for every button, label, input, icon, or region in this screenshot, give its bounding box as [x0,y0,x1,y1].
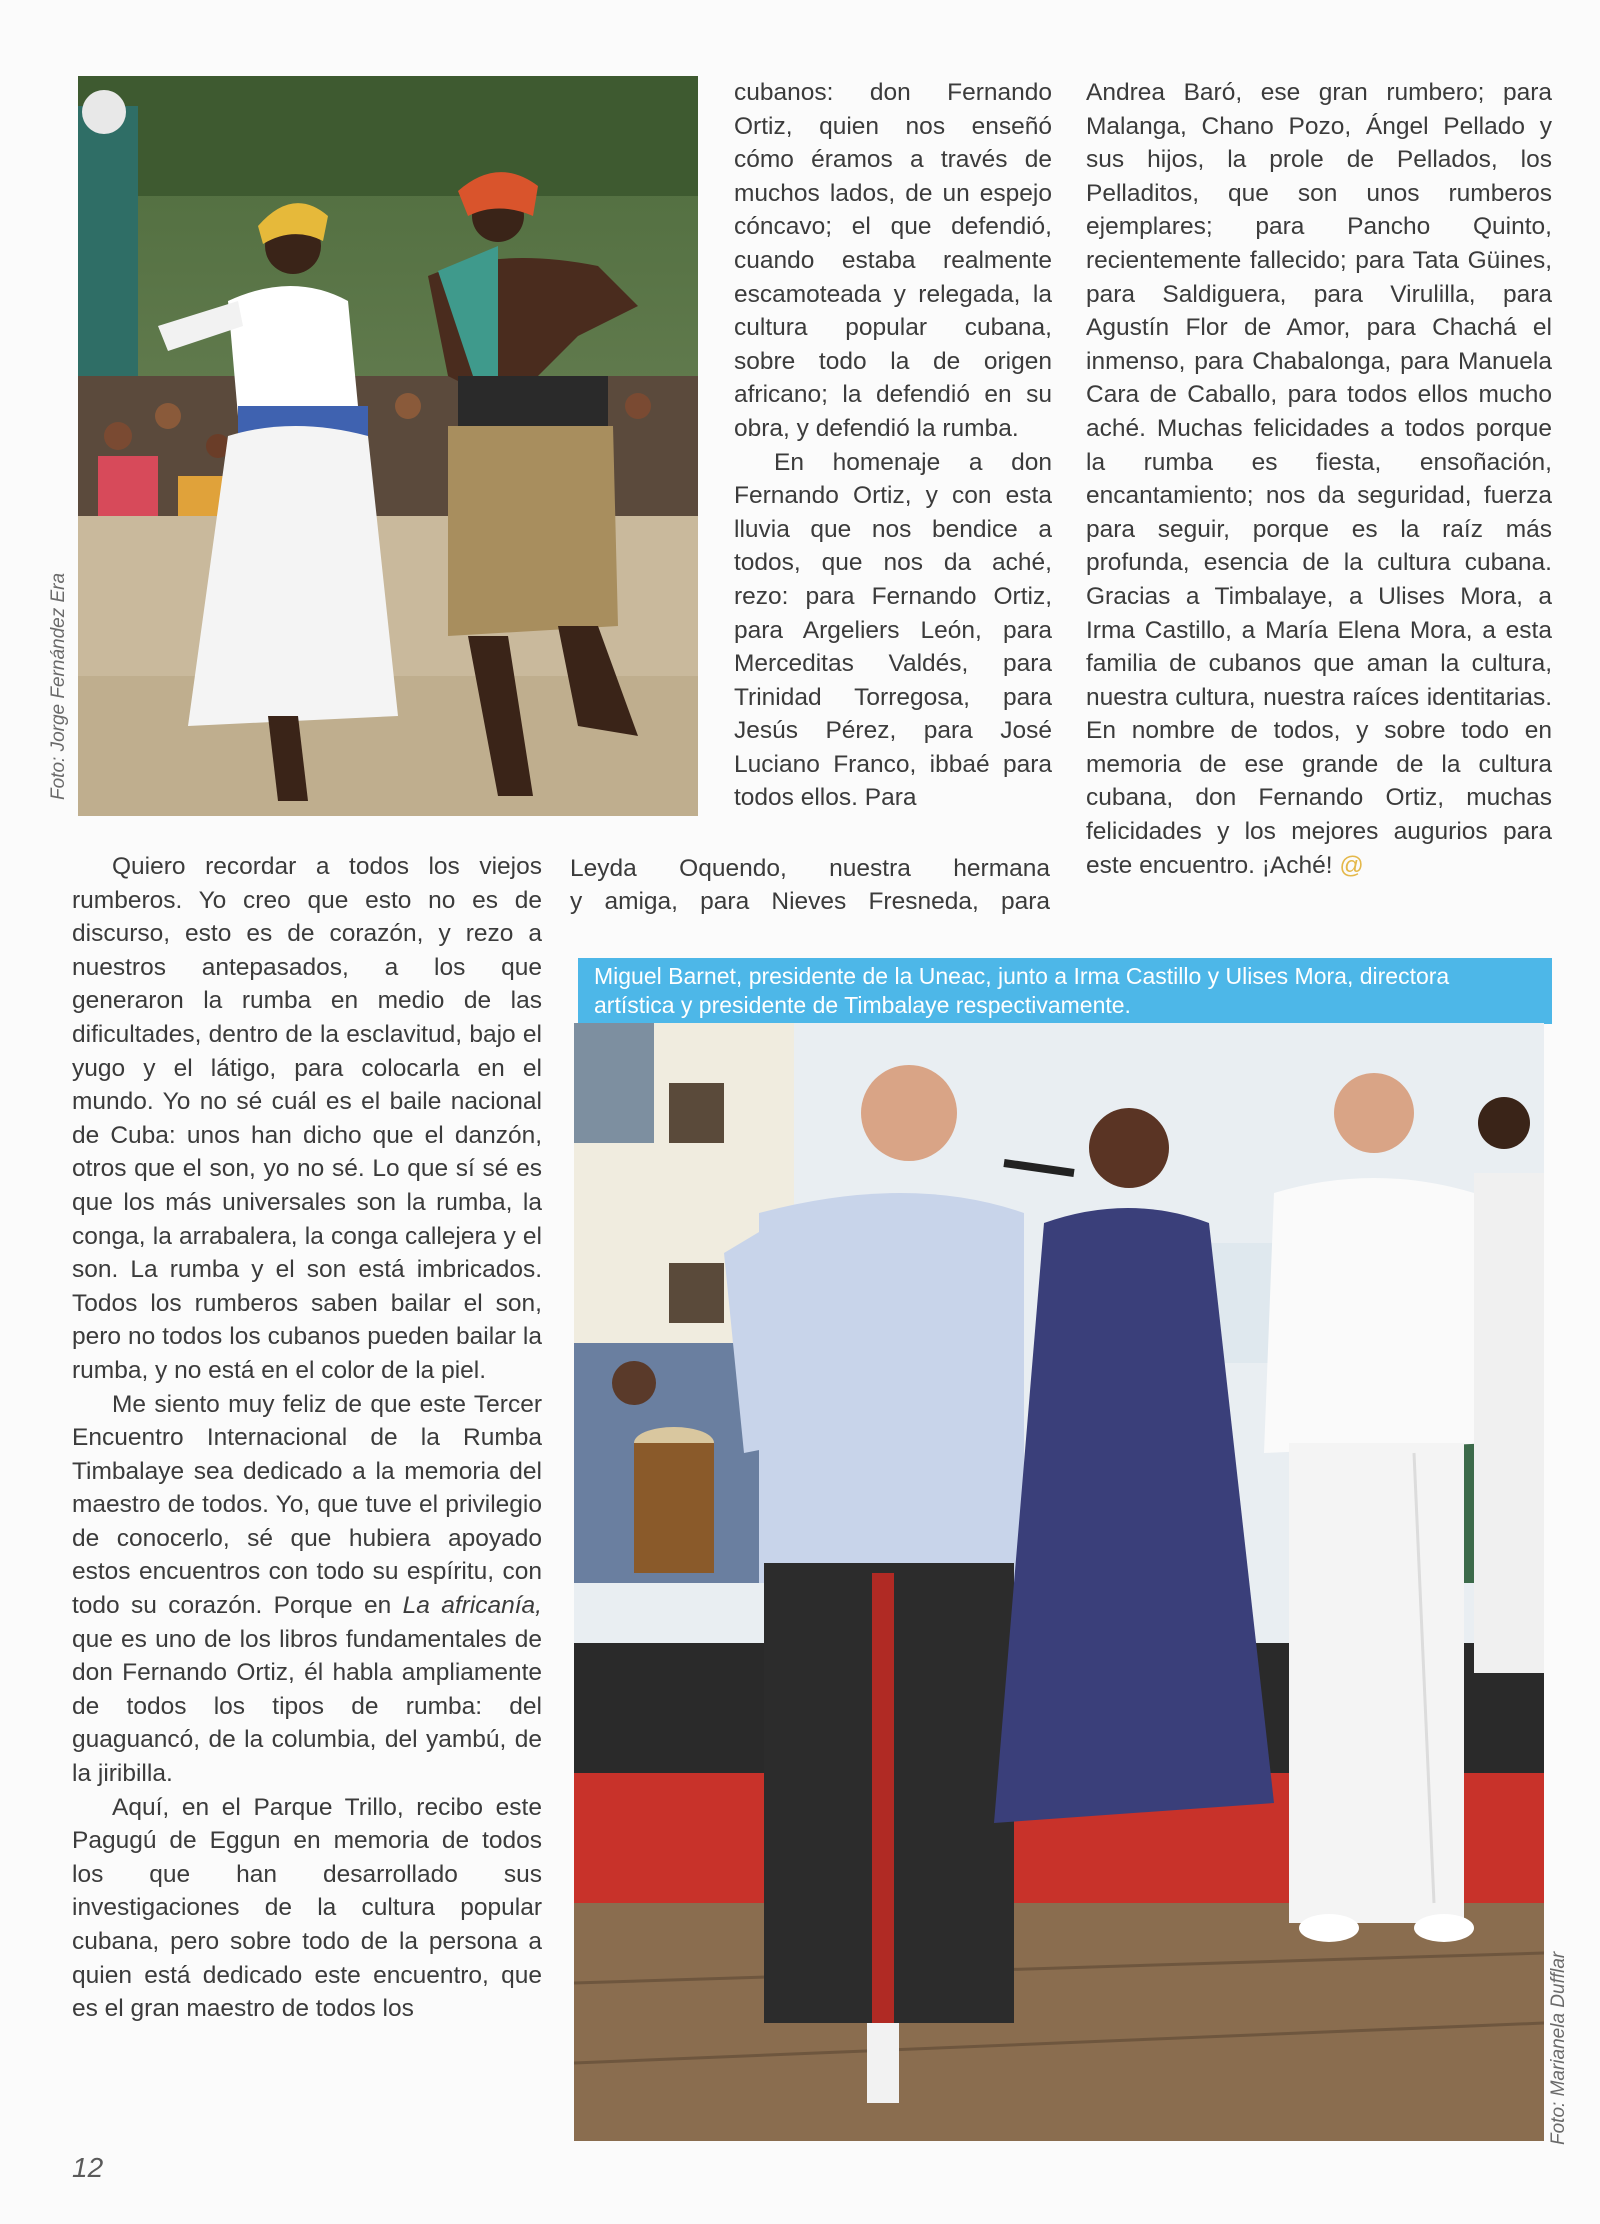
photo-bottom-credit: Foto: Marianela Dufflar [1548,1951,1569,2145]
column-1 [72,850,542,2026]
col2-wide-line-2: y amiga, para Nieves Fresneda, para [570,888,1050,915]
column-2 [734,76,1052,815]
photo-barnet-castillo-mora [574,1023,1544,2141]
col1-paragraph-2 [72,1388,542,1791]
col1-paragraph-1: Quiero recordar a todos los viejos rumberos. Yo creo que esto no es de discurso, esto es de corazón, y rezo a nuestros antepasados, a los que generaron la rumba en medio de las dificultades, dentro de la esclavitud, bajo el yugo y el látigo, para colocarla en el mundo. Yo no sé cuál es el baile nacional de Cuba: unos han dicho que el danzón, otros que el son, yo no sé. Lo que sí sé es que los más universales son la rumba, la conga, la arrabalera, la conga callejera y el son. La rumba y el son está imbricados. Todos los rumberos saben bailar el son, pero no todos los cubanos pueden bailar la rumba, y no está en el color de la piel. [72,853,542,1384]
col1-paragraph-3: Aquí, en el Parque Trillo, recibo este Pagugú de Eggun en memoria de todos los que han desarrollado sus investigaciones de la cultura popular cubana, pero sobre todo de la persona a quien está dedicado este encuentro, que es el gran maestro de todos los [72,1793,542,2023]
col1-p2-text: Me siento muy feliz de que este Tercer Encuentro Internacional de la Rumba Timbalaye sea dedicado a la memoria del maestro de todos. Yo, que tuve el privilegio de conocerlo, sé que hubiera apoyado estos encuentros con todo su espíritu, con todo su corazón. Porque en [72,1390,542,1620]
end-mark-icon: @ [1339,851,1364,879]
photo-rumba-dancers [78,76,698,816]
col2-paragraph-2: En homenaje a don Fernando Ortiz, y con esta lluvia que nos bendice a todos, que nos da aché, rezo: para Fernando Ortiz, para Argeliers León, para Merceditas Valdés, para Trinidad Torregosa, para Jesús Pérez, para José Luciano Franco, ibbaé para todos ellos. Para [734,448,1052,812]
col2-wide-line-1: Leyda Oquendo, nuestra hermana [570,855,1050,882]
page-number: 12 [72,2152,104,2183]
col1-p2-end: que es uno de los libros fundamentales de don Fernando Ortiz, él habla ampliamente de todos los tipos de rumba: del guaguancó, de la columbia, del yambú, de la jiribilla. [72,1625,542,1788]
col3-text: Andrea Baró, ese gran rumbero; para Malanga, Chano Pozo, Ángel Pellado y sus hijos, la prole de Pellados, los Pelladitos, que son unos rumberos ejemplares; para Pancho Quinto, recientemente fallecido; para Tata Güines, para Saldiguera, para Virulilla, para Agustín Flor de Amor, para Chachá el inmenso, para Chabalonga, para Manuela Cara de Caballo, para todos ellos mucho aché. Muchas felicidades a todos porque la rumba es fiesta, ensoñación, encantamiento; nos da seguridad, fuerza para seguir, porque es la raíz más profunda, esencia de la cultura cubana. Gracias a Timbalaye, a Ulises Mora, a Irma Castillo, a María Elena Mora, a esta familia de cubanos que aman la cultura, nuestra cultura, nuestra raíces identitarias. En nombre de todos, y sobre todo en memoria de ese grande de la cultura cubana, don Fernando Ortiz, muchas felicidades y los mejores augurios para este encuentro. ¡Aché! [1086,79,1552,879]
photo-caption: Miguel Barnet, presidente de la Uneac, junto a Irma Castillo y Ulises Mora, directora artística y presidente de Timbalaye respectivamente. [578,958,1552,1024]
col1-p2-italic: La africanía, [402,1592,542,1620]
column-3 [1086,76,1552,882]
col3-paragraph-1 [1086,76,1552,882]
col2-paragraph-1: cubanos: don Fernando Ortiz, quien nos enseñó cómo éramos a través de muchos lados, de un espejo cóncavo; el que defendió, cuando estaba realmente escamoteada y relegada, la cultura popular cubana, sobre todo la de origen africano; la defendió en su obra, y defendió la rumba. [734,79,1052,442]
photo-top-credit: Foto: Jorge Fernández Era [48,572,69,800]
